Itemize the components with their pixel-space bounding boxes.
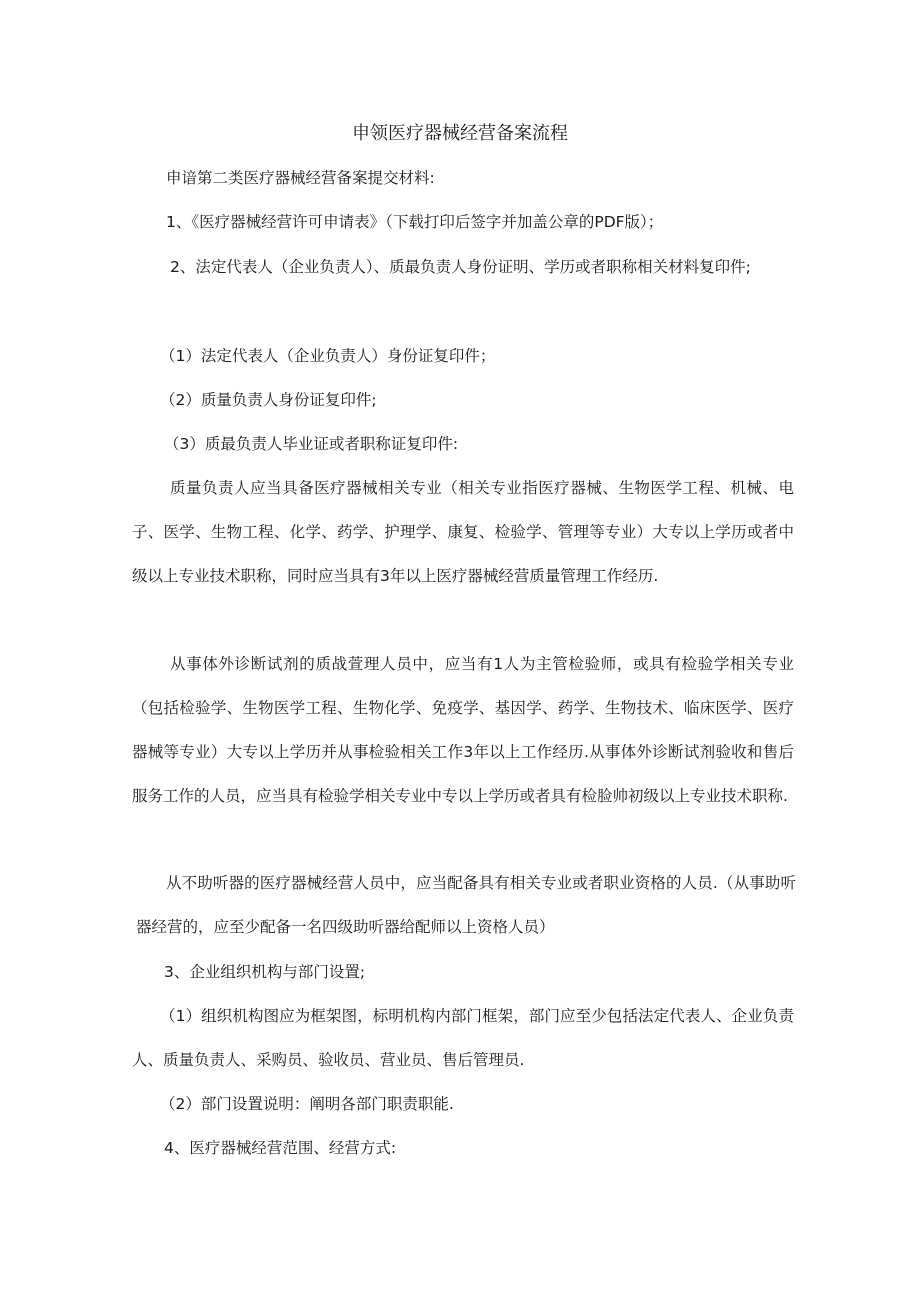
item-3: 3、企业组织机构与部门设置; [164, 963, 366, 981]
item-1: 1、《医疗器械经营许可申请表》（下载打印后签字并加盖公章的PDF版）； [166, 213, 664, 231]
item-3-1: （1）组织机构图应为框架图，标明机构内部门框架，部门应至少包括法定代表人、企业负责人、质量负责人、采购员、验收员、营业员、售后管理员. [132, 1007, 794, 1069]
item-2-3: （3）质最负责人毕业证或者职称证复印件: [164, 435, 459, 453]
item-3-2: （2）部门设置说明：阐明各部门职责职能. [160, 1095, 454, 1113]
item-2-1: （1）法定代表人（企业负责人）身份证复印件； [160, 347, 496, 365]
document-title: 申领医疗器械经营备案流程 [352, 123, 568, 144]
quality-manager-paragraph: 质量负责人应当具备医疗器械相关专业（相关专业指医疗器械、生物医学工程、机械、电子、医学、生物工程、化学、药学、护理学、康复、检验学、管理等专业）大专以上学历或者中级以上专业技术职称，同时应当具有3年以上医疗器械经营质量管理工作经历. [132, 479, 794, 585]
item-4: 4、医疗器械经营范围、经营方式: [164, 1139, 397, 1157]
item-2: 2、法定代表人（企业负责人）、质最负责人身份证明、学历或者职称相关材料复印件; [170, 258, 751, 276]
hearing-aid-paragraph: 从不助听器的医疗器械经营人员中，应当配备具有相关专业或者职业资格的人员.（从事助听器经营的，应至少配备一名四级助听器给配师以上资格人员） [136, 874, 796, 936]
ivd-paragraph: 从事体外诊断试剂的质战萱理人员中，应当有1人为主管检验师，或具有检验学相关专业（包括检验学、生物医学工程、生物化学、免疫学、基因学、药学、生物技术、临床医学、医疗器械等专业）大专以上学历并从事检验相关工作3年以上工作经历.从事体外诊断试剂验收和售后服务工作的人员，应当具有检验学相关专业中专以上学历或者具有检脸帅初级以上专业技术职称. [132, 655, 794, 805]
intro-line: 申谙第二类医疗器械经营备案提交材料: [166, 169, 435, 187]
item-2-2: （2）质量负责人身份证复印件; [160, 391, 377, 409]
